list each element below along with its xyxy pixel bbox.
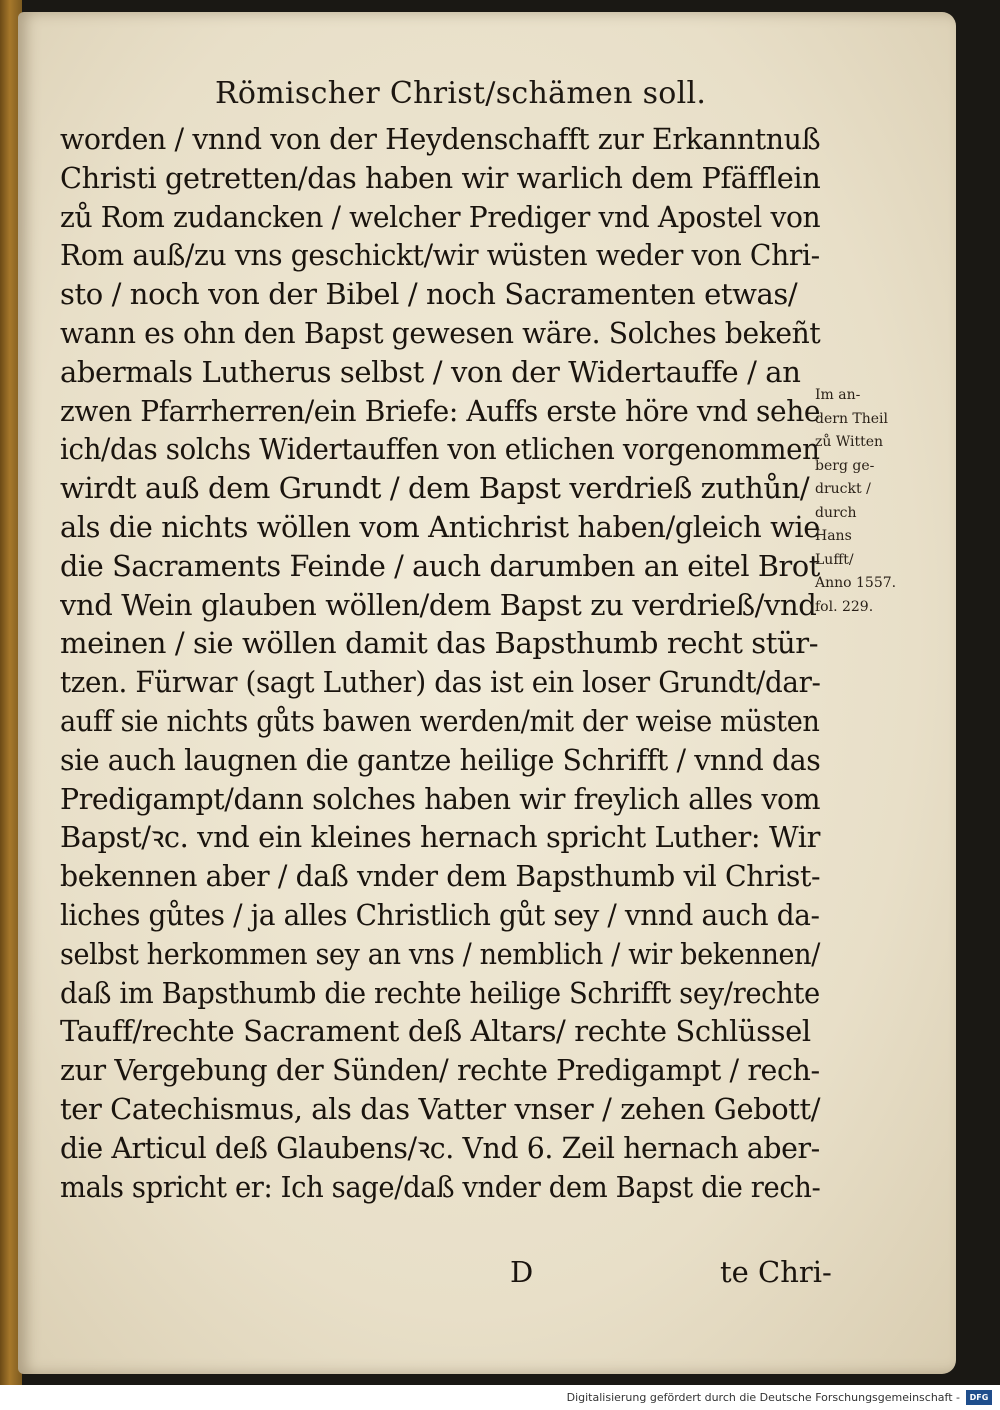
text-line: zur Vergebung der Sünden/ rechte Predigampt / rech- (60, 1053, 820, 1088)
text-line: Rom auß/zu vns geschickt/wir wüsten weder von Chri- (60, 238, 820, 273)
text-line: zů Rom zudancken / welcher Prediger vnd Apostel von (60, 199, 821, 234)
marginal-note-line: zů Witten (815, 434, 884, 450)
signature-mark: D (510, 1255, 534, 1289)
text-line: vnd Wein glauben wöllen/dem Bapst zu verdrieß/vnd (60, 587, 817, 622)
text-line: Christi getretten/das haben wir warlich dem Pfäfflein (60, 160, 821, 195)
text-line: wann es ohn den Bapst gewesen wäre. Solches bekeñt (60, 315, 821, 350)
marginal-note-line: Anno 1557. (815, 575, 897, 591)
text-line: bekennen aber / daß vnder dem Bapsthumb vil Christ- (60, 859, 821, 894)
text-line: sto / noch von der Bibel / noch Sacramenten etwas/ (60, 277, 798, 312)
text-line: selbst herkommen sey an vns / nemblich / wir bekennen/ (60, 936, 820, 971)
marginal-note-line: Lufft/ (815, 551, 854, 568)
dfg-logo: DFG (966, 1390, 992, 1405)
text-line: auff sie nichts gůts bawen werden/mit der weise müsten (60, 703, 820, 738)
body-text (60, 120, 820, 1206)
text-line: ter Catechismus, als das Vatter vnser / zehen Gebott/ (60, 1091, 821, 1126)
text-line: liches gůtes / ja alles Christlich gůt sey / vnnd auch da- (60, 897, 820, 932)
text-line: tzen. Fürwar (sagt Luther) das ist ein loser Grundt/dar- (60, 665, 821, 700)
text-line: Bapst/ꝛc. vnd ein kleines hernach spricht Luther: Wir (60, 820, 820, 855)
text-line: Tauff/rechte Sacrament deß Altars/ rechte Schlüssel (60, 1014, 811, 1049)
marginal-note-line: durch (815, 504, 857, 521)
marginal-note-line: dern Theil (815, 410, 889, 427)
text-line: mals spricht er: Ich sage/daß vnder dem Bapst die rech- (60, 1169, 821, 1204)
marginal-note-line: berg ge- (815, 457, 875, 474)
text-line: die Sacraments Feinde / auch darumben an eitel Brot (60, 548, 820, 583)
text-line: ich/das solchs Widertauffen von etlichen vorgenommen (60, 432, 820, 467)
text-line: wirdt auß dem Grundt / dem Bapst verdrieß zuthůn/ (60, 471, 810, 506)
funding-credit: Digitalisierung gefördert durch die Deutsche Forschungsgemeinschaft - (566, 1391, 960, 1404)
footer-bar (0, 1385, 1000, 1410)
marginal-note-line: druckt / (815, 481, 871, 497)
text-line: Predigampt/dann solches haben wir freylich alles vom (60, 781, 821, 816)
marginal-note (815, 384, 915, 619)
marginal-note-line: fol. 229. (815, 598, 874, 615)
catchword: te Chri- (720, 1255, 832, 1289)
text-line: meinen / sie wöllen damit das Bapsthumb recht stür- (60, 626, 819, 661)
text-line: abermals Lutherus selbst / von der Widertauffe / an (60, 354, 801, 389)
text-line: worden / vnnd von der Heydenschafft zur Erkanntnuß (60, 122, 821, 156)
text-line: als die nichts wöllen vom Antichrist haben/gleich wie (60, 509, 820, 544)
text-line: die Articul deß Glaubens/ꝛc. Vnd 6. Zeil hernach aber- (60, 1130, 820, 1165)
text-line: sie auch laugnen die gantze heilige Schrifft / vnnd das (60, 742, 821, 777)
text-line: zwen Pfarrherren/ein Briefe: Auffs erste höre vnd sehe (60, 393, 821, 428)
marginal-note-line: Im an- (815, 387, 861, 403)
running-header: Römischer Christ/schämen soll. (215, 76, 707, 111)
marginal-note-line: Hans (815, 528, 852, 544)
text-line: daß im Bapsthumb die rechte heilige Schrifft sey/rechte (60, 975, 820, 1010)
